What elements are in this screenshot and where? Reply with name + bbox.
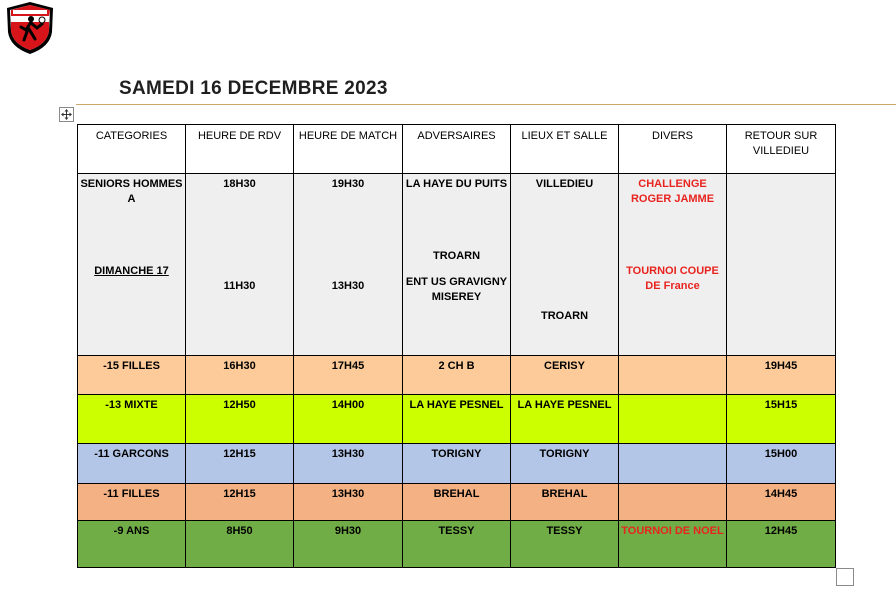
header-misc: DIVERS xyxy=(619,125,727,174)
page-title: SAMEDI 16 DECEMBRE 2023 xyxy=(119,78,388,99)
match-time: 19H30 xyxy=(331,178,365,190)
venue-name-sunday: TROARN xyxy=(540,310,589,322)
cell-return: 14H45 xyxy=(727,484,836,521)
table-row xyxy=(78,395,836,444)
opponent-name: LA HAYE DU PUITS xyxy=(405,178,508,190)
cell-venue xyxy=(511,174,619,356)
schedule-table xyxy=(77,124,836,568)
cell-rdv: 12H15 xyxy=(186,444,294,484)
cell-venue: LA HAYE PESNEL xyxy=(511,395,619,444)
cell-opponent: TORIGNY xyxy=(403,444,511,484)
club-logo-image xyxy=(4,0,56,56)
cell-match: 13H30 xyxy=(294,484,403,521)
cell-opponent: BREHAL xyxy=(403,484,511,521)
table-row-seniors xyxy=(78,174,836,356)
rdv-time: 18H30 xyxy=(223,178,256,190)
cell-rdv: 12H15 xyxy=(186,484,294,521)
cell-return: 15H00 xyxy=(727,444,836,484)
cell-category: -11 GARCONS xyxy=(78,444,186,484)
misc-note: CHALLENGE ROGER JAMME xyxy=(630,178,715,205)
cell-opponent: TESSY xyxy=(403,521,511,568)
cell-match: 14H00 xyxy=(294,395,403,444)
misc-note-sunday: TOURNOI COUPE DE France xyxy=(626,265,719,292)
rdv-time-sunday: 11H30 xyxy=(223,280,256,292)
move-arrows-icon xyxy=(61,109,72,120)
cell-misc xyxy=(619,484,727,521)
sunday-label: DIMANCHE 17 xyxy=(94,265,169,277)
header-match-time: HEURE DE MATCH xyxy=(294,125,403,174)
cell-misc: TOURNOI DE NOEL xyxy=(619,521,727,568)
match-time-sunday: 13H30 xyxy=(331,280,365,292)
cell-match xyxy=(294,174,403,356)
cell-category: -15 FILLES xyxy=(78,356,186,395)
table-row xyxy=(78,484,836,521)
header-opponents: ADVERSAIRES xyxy=(403,125,511,174)
cell-return xyxy=(727,174,836,356)
cell-misc xyxy=(619,444,727,484)
cell-category xyxy=(78,174,186,356)
cell-match: 17H45 xyxy=(294,356,403,395)
club-logo xyxy=(4,0,56,56)
cell-venue: TESSY xyxy=(511,521,619,568)
category-label: SENIORS HOMMES A xyxy=(80,178,183,205)
cell-opponent xyxy=(403,174,511,356)
cell-venue: TORIGNY xyxy=(511,444,619,484)
cell-category: -13 MIXTE xyxy=(78,395,186,444)
table-resize-handle[interactable] xyxy=(836,568,854,586)
title-rule xyxy=(76,104,896,105)
cell-return: 19H45 xyxy=(727,356,836,395)
cell-misc xyxy=(619,356,727,395)
cell-return: 12H45 xyxy=(727,521,836,568)
cell-misc xyxy=(619,395,727,444)
cell-venue: BREHAL xyxy=(511,484,619,521)
cell-match: 13H30 xyxy=(294,444,403,484)
table-header-row xyxy=(78,125,836,174)
opponent-name-sunday-1: TROARN xyxy=(432,250,481,262)
header-categories: CATEGORIES xyxy=(78,125,186,174)
table-row xyxy=(78,521,836,568)
cell-venue: CERISY xyxy=(511,356,619,395)
cell-misc xyxy=(619,174,727,356)
header-rdv-time: HEURE DE RDV xyxy=(186,125,294,174)
cell-rdv: 8H50 xyxy=(186,521,294,568)
table-row xyxy=(78,444,836,484)
cell-category: -11 FILLES xyxy=(78,484,186,521)
cell-opponent: 2 CH B xyxy=(403,356,511,395)
cell-rdv: 16H30 xyxy=(186,356,294,395)
cell-opponent: LA HAYE PESNEL xyxy=(403,395,511,444)
header-return: RETOUR SUR VILLEDIEU xyxy=(727,125,836,174)
table-row xyxy=(78,356,836,395)
cell-match: 9H30 xyxy=(294,521,403,568)
cell-category: -9 ANS xyxy=(78,521,186,568)
venue-name: VILLEDIEU xyxy=(535,178,594,190)
opponent-name-sunday-2: ENT US GRAVIGNY MISEREY xyxy=(405,276,508,303)
cell-rdv xyxy=(186,174,294,356)
table-move-handle[interactable] xyxy=(59,107,74,122)
cell-return: 15H15 xyxy=(727,395,836,444)
cell-rdv: 12H50 xyxy=(186,395,294,444)
header-venue: LIEUX ET SALLE xyxy=(511,125,619,174)
